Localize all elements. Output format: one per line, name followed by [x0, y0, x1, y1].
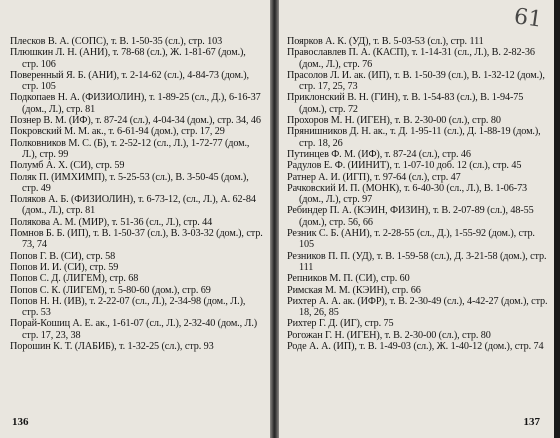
index-entry: Попов С. К. (ЛИГЕМ), т. 5-80-60 (дом.), стр. 69	[10, 284, 211, 296]
index-entry: Познер В. М. (ИФ), т. 87-24 (сл.), 4-04-34 (дом.), стр. 34, 46	[10, 115, 261, 127]
index-entry: Прасолов Л. И. ак. (ИП), т. В. 1-50-39 (сл.), В. 1-32-12 (дом.), стр. 17, 25, 73	[287, 69, 545, 93]
index-entry: Рихтер Г. Д. (ИГ), стр. 75	[287, 318, 394, 330]
index-entry: Плюшкин Л. Н. (АНИ), т. 78-68 (сл.), Ж. 1-81-67 (дом.), стр. 106	[10, 47, 246, 70]
index-entry: Римская М. М. (КЭИН), стр. 66	[287, 284, 421, 296]
index-entry: Полумб А. Х. (СИ), стр. 59	[10, 160, 125, 172]
index-entry: Резников П. П. (УД), т. В. 1-59-58 (сл.), Д. 3-21-58 (дом.), стр. 111	[287, 250, 547, 273]
index-entry: Роде А. А. (ИП), т. В. 1-49-03 (сл.), Ж. 1-40-12 (дом.), стр. 74	[287, 341, 544, 353]
index-entry: Радулов Е. Ф. (ИИНИТ), т. 1-07-10 доб. 12 (сл.), стр. 45	[287, 160, 522, 172]
index-entry: Порай-Кошиц А. Е. ак., 1-61-07 (сл., Л.), 2-32-40 (дом., Л.) стр. 17, 23, 38	[10, 318, 258, 341]
index-entry: Поляков А. Б. (ФИЗИОЛИН), т. 6-73-12, (сл., Л.), А. 62-84 (дом., Л.), стр. 81	[10, 194, 256, 217]
index-entry: Попов Н. Н. (ИВ), т. 2-22-07 (сл., Л.), 2-34-98 (дом., Л.), стр. 53	[10, 295, 246, 319]
left-page	[0, 0, 270, 438]
index-entry: Прохоров М. Н. (ИГЕН), т. В. 2-30-00 (сл.), стр. 80	[287, 115, 501, 127]
left-page-number: 136	[12, 416, 29, 428]
index-entry: Полякова А. М. (МИР), т. 51-36 (сл., Л.), стр. 44	[10, 216, 213, 228]
index-entry: Поярков А. К. (УД), т. В. 5-03-53 (сл.), стр. 111	[287, 36, 484, 47]
index-entry: Ратнер А. И. (ИГП), т. 97-64 (сл.), стр. 47	[287, 171, 461, 183]
book-gutter	[270, 0, 279, 438]
index-entry: Полковников М. С. (Б), т. 2-52-12 (сл., Л.), 1-72-77 (дом., Л.), стр. 99	[10, 137, 250, 160]
index-entry: Прянишников Д. Н. ак., т. Д. 1-95-11 (сл.), Д. 1-88-19 (дом.), стр. 18, 26	[287, 126, 541, 149]
index-entry: Покровский М. М. ак., т. 6-61-94 (дом.), стр. 17, 29	[10, 126, 225, 138]
index-entry: Подкопаев Н. А. (ФИЗИОЛИН), т. 1-89-25 (сл., Д.), 6-16-37 (дом., Л.), стр. 81	[10, 92, 261, 115]
right-entry-list	[287, 36, 550, 352]
index-entry: Попов Г. В. (СИ), стр. 58	[10, 250, 116, 262]
index-entry: Поляк П. (ИМХИМП), т. 5-25-53 (сл.), В. 3-50-45 (дом.), стр. 49	[10, 171, 249, 194]
right-page	[279, 0, 554, 438]
index-entry: Рихтер А. А. ак. (ИФР), т. В. 2-30-49 (сл.), 4-42-27 (дом.), стр. 18, 26, 85	[287, 295, 548, 319]
index-entry: Рогожан Г. Н. (ИГЕН), т. В. 2-30-00 (сл.), стр. 80	[287, 329, 491, 341]
left-entry-list	[10, 36, 264, 352]
handwritten-mark: 61	[512, 4, 544, 33]
index-entry: Православлев П. А. (КАСП), т. 1-14-31 (сл., Л.), В. 2-82-36 (дом., Л.), стр. 76	[287, 47, 535, 70]
index-entry: Плесков В. А. (СОПС), т. В. 1-50-35 (сл.), стр. 103	[10, 36, 223, 47]
index-entry: Порошин К. Т. (ЛАБИБ), т. 1-32-25 (сл.), стр. 93	[10, 341, 214, 353]
index-entry: Репников М. П. (СИ), стр. 60	[287, 273, 410, 285]
index-entry: Помнов Б. Б. (ИП), т. В. 1-50-37 (сл.), В. 3-03-32 (дом.), стр. 73, 74	[10, 228, 263, 251]
index-entry: Ребиндер П. А. (КЭИН, ФИЗИН), т. В. 2-07-89 (сл.), 48-55 (дом.), стр. 56, 66	[287, 205, 534, 228]
index-entry: Резник С. Б. (АНИ), т. 2-28-55 (сл., Д.), 1-55-92 (дом.), стр. 105	[287, 228, 535, 251]
index-entry: Поверенный Я. Б. (АНИ), т. 2-14-62 (сл.), 4-84-73 (дом.), стр. 105	[10, 69, 249, 93]
index-entry: Рачковский И. П. (МОНК), т. 6-40-30 (сл., Л.), В. 1-06-73 (дом., Л.), стр. 97	[287, 182, 528, 206]
index-entry: Попов С. Д. (ЛИГЕМ), стр. 68	[10, 273, 139, 285]
right-page-number: 137	[523, 416, 540, 428]
index-entry: Попов И. И. (СИ), стр. 59	[10, 261, 119, 273]
index-entry: Путинцев Ф. М. (ИФ), т. 87-24 (сл.), стр. 46	[287, 148, 471, 160]
index-entry: Приклонский В. Н. (ГИН), т. В. 1-54-83 (сл.), В. 1-94-75 (дом.), стр. 72	[287, 92, 524, 115]
